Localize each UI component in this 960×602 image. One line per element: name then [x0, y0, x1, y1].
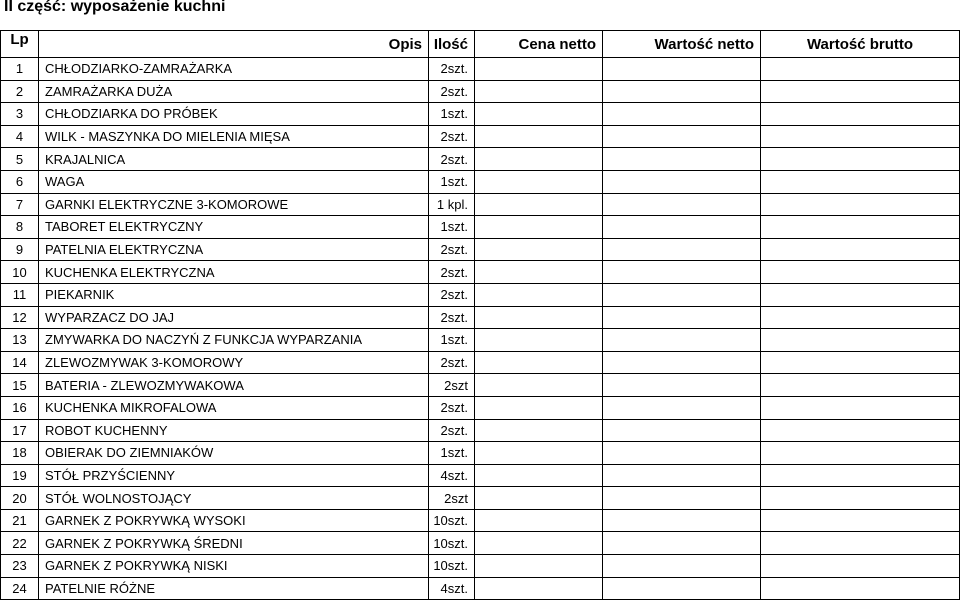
row-cena-netto: [475, 103, 603, 126]
header-wartosc-brutto: Wartość brutto: [761, 31, 960, 58]
row-lp: 14: [1, 351, 39, 374]
table-header-row: [1, 31, 960, 58]
row-opis: TABORET ELEKTRYCZNY: [39, 216, 429, 239]
row-ilosc: 1szt.: [429, 216, 475, 239]
row-lp: 5: [1, 148, 39, 171]
row-wartosc-netto: [603, 80, 761, 103]
table-row: [1, 487, 960, 510]
row-ilosc: 2szt: [429, 487, 475, 510]
row-lp: 8: [1, 216, 39, 239]
row-ilosc: 2szt.: [429, 419, 475, 442]
row-opis: KRAJALNICA: [39, 148, 429, 171]
header-opis: Opis: [39, 31, 429, 58]
row-cena-netto: [475, 419, 603, 442]
row-cena-netto: [475, 261, 603, 284]
row-wartosc-brutto: [761, 58, 960, 81]
row-lp: 19: [1, 464, 39, 487]
row-wartosc-brutto: [761, 80, 960, 103]
row-lp: 15: [1, 374, 39, 397]
row-wartosc-netto: [603, 509, 761, 532]
row-lp: 24: [1, 577, 39, 600]
table-row: [1, 419, 960, 442]
row-wartosc-brutto: [761, 193, 960, 216]
row-ilosc: 4szt.: [429, 577, 475, 600]
row-wartosc-netto: [603, 464, 761, 487]
row-wartosc-brutto: [761, 577, 960, 600]
row-opis: BATERIA - ZLEWOZMYWAKOWA: [39, 374, 429, 397]
row-lp: 4: [1, 125, 39, 148]
row-lp: 17: [1, 419, 39, 442]
row-wartosc-netto: [603, 555, 761, 578]
table-row: [1, 283, 960, 306]
row-cena-netto: [475, 148, 603, 171]
row-opis: GARNEK Z POKRYWKĄ WYSOKI: [39, 509, 429, 532]
row-opis: GARNEK Z POKRYWKĄ NISKI: [39, 555, 429, 578]
table-row: [1, 148, 960, 171]
header-cena-netto: Cena netto: [475, 31, 603, 58]
row-ilosc: 1szt.: [429, 170, 475, 193]
row-cena-netto: [475, 351, 603, 374]
row-lp: 9: [1, 238, 39, 261]
row-wartosc-brutto: [761, 442, 960, 465]
row-wartosc-brutto: [761, 374, 960, 397]
row-ilosc: 1 kpl.: [429, 193, 475, 216]
row-wartosc-brutto: [761, 103, 960, 126]
row-ilosc: 2szt.: [429, 80, 475, 103]
row-opis: ZLEWOZMYWAK 3-KOMOROWY: [39, 351, 429, 374]
row-lp: 12: [1, 306, 39, 329]
row-wartosc-brutto: [761, 261, 960, 284]
row-cena-netto: [475, 509, 603, 532]
row-wartosc-brutto: [761, 125, 960, 148]
row-cena-netto: [475, 555, 603, 578]
row-cena-netto: [475, 238, 603, 261]
row-lp: 20: [1, 487, 39, 510]
row-lp: 1: [1, 58, 39, 81]
row-wartosc-brutto: [761, 487, 960, 510]
row-wartosc-brutto: [761, 238, 960, 261]
row-wartosc-netto: [603, 306, 761, 329]
row-ilosc: 1szt.: [429, 329, 475, 352]
row-lp: 10: [1, 261, 39, 284]
table-body: [1, 58, 960, 600]
section-title: II część: wyposażenie kuchni: [4, 0, 226, 15]
row-cena-netto: [475, 283, 603, 306]
row-opis: ZMYWARKA DO NACZYŃ Z FUNKCJA WYPARZANIA: [39, 329, 429, 352]
row-lp: 23: [1, 555, 39, 578]
table-row: [1, 261, 960, 284]
row-lp: 18: [1, 442, 39, 465]
row-wartosc-brutto: [761, 396, 960, 419]
row-ilosc: 2szt: [429, 374, 475, 397]
row-wartosc-netto: [603, 238, 761, 261]
row-cena-netto: [475, 306, 603, 329]
row-wartosc-brutto: [761, 419, 960, 442]
row-wartosc-brutto: [761, 555, 960, 578]
row-opis: KUCHENKA MIKROFALOWA: [39, 396, 429, 419]
row-opis: ZAMRAŻARKA DUŻA: [39, 80, 429, 103]
row-lp: 22: [1, 532, 39, 555]
row-opis: ROBOT KUCHENNY: [39, 419, 429, 442]
table-row: [1, 80, 960, 103]
row-wartosc-brutto: [761, 216, 960, 239]
row-cena-netto: [475, 170, 603, 193]
row-wartosc-netto: [603, 283, 761, 306]
row-ilosc: 2szt.: [429, 125, 475, 148]
row-opis: GARNKI ELEKTRYCZNE 3-KOMOROWE: [39, 193, 429, 216]
row-cena-netto: [475, 374, 603, 397]
row-wartosc-brutto: [761, 148, 960, 171]
table-row: [1, 555, 960, 578]
table-row: [1, 329, 960, 352]
row-lp: 3: [1, 103, 39, 126]
row-ilosc: 2szt.: [429, 306, 475, 329]
row-wartosc-brutto: [761, 351, 960, 374]
table-row: [1, 396, 960, 419]
row-wartosc-netto: [603, 419, 761, 442]
row-opis: PIEKARNIK: [39, 283, 429, 306]
row-ilosc: 10szt.: [429, 555, 475, 578]
row-lp: 7: [1, 193, 39, 216]
row-ilosc: 2szt.: [429, 58, 475, 81]
row-wartosc-brutto: [761, 170, 960, 193]
row-wartosc-netto: [603, 329, 761, 352]
row-wartosc-netto: [603, 193, 761, 216]
row-wartosc-netto: [603, 374, 761, 397]
row-cena-netto: [475, 58, 603, 81]
table-row: [1, 238, 960, 261]
row-wartosc-netto: [603, 396, 761, 419]
row-opis: PATELNIE RÓŻNE: [39, 577, 429, 600]
table-row: [1, 532, 960, 555]
row-wartosc-netto: [603, 216, 761, 239]
table-row: [1, 464, 960, 487]
row-wartosc-brutto: [761, 464, 960, 487]
row-lp: 11: [1, 283, 39, 306]
row-lp: 13: [1, 329, 39, 352]
row-wartosc-brutto: [761, 283, 960, 306]
header-ilosc: Ilość: [429, 31, 475, 58]
table-row: [1, 125, 960, 148]
row-ilosc: 2szt.: [429, 148, 475, 171]
row-opis: WILK - MASZYNKA DO MIELENIA MIĘSA: [39, 125, 429, 148]
row-cena-netto: [475, 487, 603, 510]
row-cena-netto: [475, 329, 603, 352]
table-row: [1, 374, 960, 397]
row-wartosc-netto: [603, 103, 761, 126]
row-opis: CHŁODZIARKO-ZAMRAŻARKA: [39, 58, 429, 81]
row-opis: GARNEK Z POKRYWKĄ ŚREDNI: [39, 532, 429, 555]
row-wartosc-netto: [603, 148, 761, 171]
table-row: [1, 351, 960, 374]
header-lp: Lp: [1, 31, 39, 58]
row-cena-netto: [475, 216, 603, 239]
row-wartosc-brutto: [761, 532, 960, 555]
row-ilosc: 2szt.: [429, 261, 475, 284]
table-row: [1, 216, 960, 239]
row-cena-netto: [475, 193, 603, 216]
row-opis: STÓŁ WOLNOSTOJĄCY: [39, 487, 429, 510]
row-wartosc-netto: [603, 577, 761, 600]
row-wartosc-netto: [603, 442, 761, 465]
row-wartosc-brutto: [761, 509, 960, 532]
row-opis: STÓŁ PRZYŚCIENNY: [39, 464, 429, 487]
row-ilosc: 1szt.: [429, 103, 475, 126]
row-lp: 16: [1, 396, 39, 419]
row-cena-netto: [475, 464, 603, 487]
row-ilosc: 10szt.: [429, 509, 475, 532]
row-cena-netto: [475, 577, 603, 600]
table-row: [1, 442, 960, 465]
equipment-table: [0, 30, 960, 600]
row-wartosc-netto: [603, 125, 761, 148]
row-lp: 2: [1, 80, 39, 103]
row-wartosc-netto: [603, 351, 761, 374]
row-wartosc-brutto: [761, 329, 960, 352]
row-lp: 6: [1, 170, 39, 193]
row-wartosc-netto: [603, 58, 761, 81]
table-row: [1, 58, 960, 81]
row-opis: OBIERAK DO ZIEMNIAKÓW: [39, 442, 429, 465]
row-ilosc: 1szt.: [429, 442, 475, 465]
row-ilosc: 4szt.: [429, 464, 475, 487]
row-opis: PATELNIA ELEKTRYCZNA: [39, 238, 429, 261]
table-row: [1, 306, 960, 329]
row-ilosc: 10szt.: [429, 532, 475, 555]
row-ilosc: 2szt.: [429, 283, 475, 306]
table-row: [1, 170, 960, 193]
row-opis: KUCHENKA ELEKTRYCZNA: [39, 261, 429, 284]
row-wartosc-netto: [603, 532, 761, 555]
row-wartosc-brutto: [761, 306, 960, 329]
table-row: [1, 103, 960, 126]
row-opis: WYPARZACZ DO JAJ: [39, 306, 429, 329]
row-lp: 21: [1, 509, 39, 532]
row-cena-netto: [475, 80, 603, 103]
row-wartosc-netto: [603, 487, 761, 510]
table-row: [1, 509, 960, 532]
row-ilosc: 2szt.: [429, 238, 475, 261]
row-cena-netto: [475, 532, 603, 555]
table-row: [1, 193, 960, 216]
row-wartosc-netto: [603, 170, 761, 193]
row-cena-netto: [475, 442, 603, 465]
row-wartosc-netto: [603, 261, 761, 284]
header-wartosc-netto: Wartość netto: [603, 31, 761, 58]
row-ilosc: 2szt.: [429, 351, 475, 374]
row-opis: CHŁODZIARKA DO PRÓBEK: [39, 103, 429, 126]
row-cena-netto: [475, 125, 603, 148]
row-opis: WAGA: [39, 170, 429, 193]
row-ilosc: 2szt.: [429, 396, 475, 419]
row-cena-netto: [475, 396, 603, 419]
table-row: [1, 577, 960, 600]
